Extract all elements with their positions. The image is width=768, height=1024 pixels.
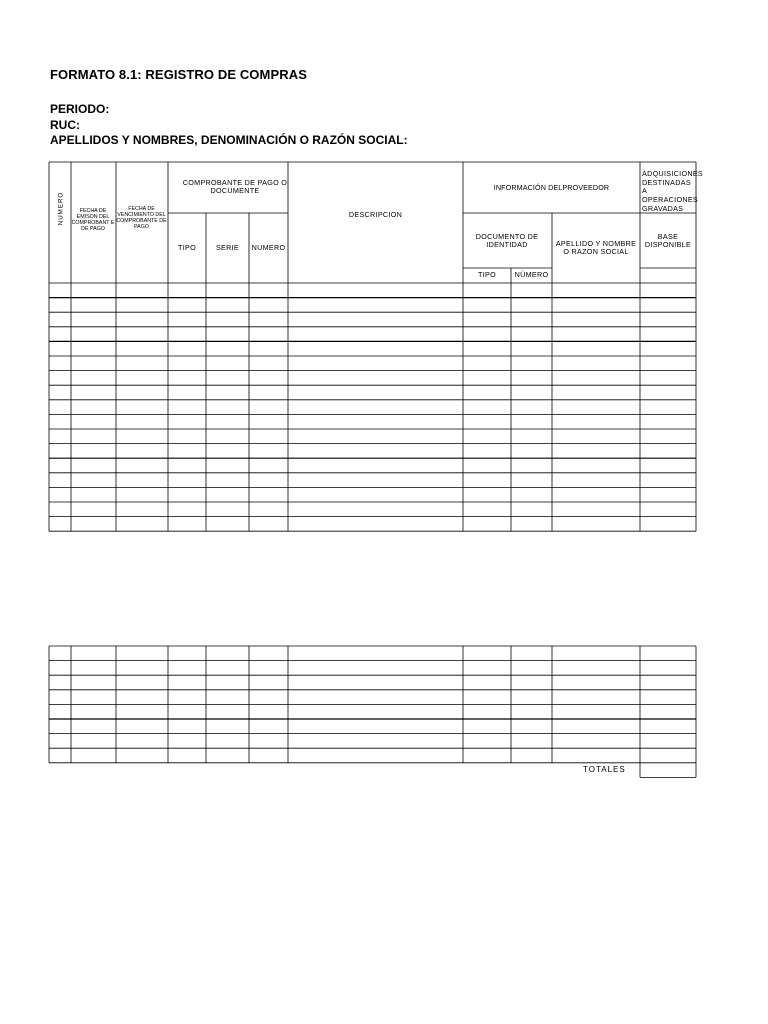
totales-label: TOTALES (583, 765, 626, 774)
header-comprobante: COMPROBANTE DE PAGO O DOCUMENTE (182, 178, 288, 196)
header-apellido-nombre: APELLIDO Y NOMBRE O RAZON SOCIAL (555, 239, 637, 257)
header-base-disponible: BASE DISPONIBLE (644, 232, 692, 250)
razon-social-label: APELLIDOS Y NOMBRES, DENOMINACIÓN O RAZÓN SOCIAL: (50, 133, 408, 147)
header-numero: NUMERO (57, 191, 65, 226)
header-comp-serie: SERIE (215, 243, 240, 252)
header-fecha-emision: FECHA DE EMISON DEL COMPROBANT E DE PAGO (71, 208, 115, 233)
header-info-proveedor: INFORMACIÓN DELPROVEEDOR (493, 183, 610, 192)
header-fecha-vencimiento: FECHA DE VENCIMIENTO DEL COMPROBANTE DE PAGO (116, 206, 167, 231)
header-doc-tipo: TIPO (478, 270, 496, 279)
ruc-label: RUC: (50, 118, 80, 132)
periodo-label: PERIODO: (50, 102, 110, 116)
header-adquisiciones: ADQUISICIONES DESTINADAS A OPERACIONES GRAVADAS (642, 169, 704, 213)
header-descripcion: DESCRIPCION (348, 210, 403, 219)
header-comp-numero: NUMERO (251, 243, 286, 252)
header-documento-identidad: DOCUMENTO DE IDENTIDAD (475, 232, 539, 250)
header-comp-tipo: TIPO (178, 243, 196, 252)
header-doc-numero: NÚMERO (514, 270, 549, 279)
form-title: FORMATO 8.1: REGISTRO DE COMPRAS (50, 67, 307, 82)
